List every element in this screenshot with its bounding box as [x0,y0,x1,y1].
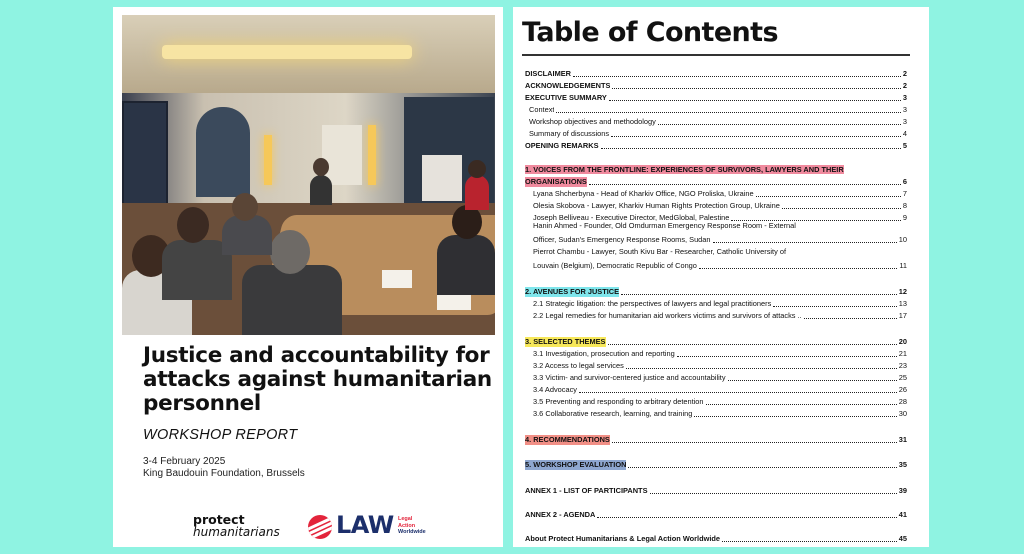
toc-entry-page: 31 [898,435,907,444]
toc-entry-pierrot-chambu-line1[interactable]: Pierrot Chambu - Lawyer, South Kivu Bar - Researcher, Catholic University of [533,247,787,256]
toc-entry-title: 2.1 Strategic litigation: the perspectives of lawyers and legal practitioners [533,299,772,308]
toc-entry-3-4[interactable] [533,383,907,395]
photo-person [242,265,342,335]
toc-dot-leader [658,124,901,125]
toc-entry-annex-2[interactable] [525,508,907,520]
toc-dot-leader [612,442,897,443]
toc-dot-leader [573,76,901,77]
protect-humanitarians-logo [193,514,280,538]
photo-person [465,175,489,210]
toc-entry-page: 41 [898,510,907,519]
toc-entry-hanin-ahmed-line1[interactable]: Hanin Ahmed - Founder, Old Omdurman Emergency Response Room - External [533,221,796,230]
toc-entry-title: 3.5 Preventing and responding to arbitrary detention [533,397,704,406]
toc-entry-page: 5 [902,141,907,150]
toc-entry-title: Context [529,105,555,114]
toc-entry-workshop-objectives[interactable] [529,115,907,127]
toc-dot-leader [626,368,897,369]
toc-dot-leader [782,208,901,209]
report-title: Justice and accountability for attacks against humanitarian personnel [143,343,492,416]
toc-dot-leader [612,88,900,89]
toc-entry-title: Lyana Shcherbyna - Head of Kharkiv Office, NGO Proliska, Ukraine [533,189,754,198]
toc-entry-page: 8 [902,201,907,210]
report-subtitle: WORKSHOP REPORT [143,427,298,443]
toc-dot-leader [589,184,901,185]
toc-dot-leader [773,306,896,307]
toc-dot-leader [628,467,896,468]
law-sub-action: Action [398,522,416,529]
photo-ceiling-light [162,45,412,59]
toc-dot-leader [728,380,897,381]
law-sub-legal: Legal [398,516,413,522]
toc-entry-3-2[interactable] [533,359,907,371]
photo-person-head [232,193,258,221]
logo-humanitarians-text: humanitarians [193,525,280,539]
toc-entry-page: 2 [902,81,907,90]
toc-dot-leader [699,268,897,269]
toc-entry-title: 3. SELECTED THEMES [525,337,606,346]
toc-divider [522,54,910,56]
toc-entry-page: 12 [898,287,907,296]
workshop-photo [122,15,495,335]
toc-entry-title: 4. RECOMMENDATIONS [525,435,610,444]
toc-entry-title: 3.4 Advocacy [533,385,577,394]
toc-entry-title: 2.2 Legal remedies for humanitarian aid workers victims and survivors of attacks .. [533,311,802,320]
toc-entry-olesia-skobova[interactable] [533,199,907,211]
toc-entry-executive-summary[interactable] [525,91,907,103]
photo-person-head [452,205,482,239]
law-logo-subtitle [398,516,426,536]
toc-entry-title: Officer, Sudan's Emergency Response Rooms, Sudan [533,235,711,244]
report-venue: King Baudouin Foundation, Brussels [143,468,305,479]
toc-entry-page: 30 [898,409,907,418]
toc-entry-acknowledgements[interactable] [525,79,907,91]
law-logo-text: LAW [336,511,394,539]
toc-dot-leader [722,541,897,542]
toc-entry-title: 3.3 Victim- and survivor-centered justice and accountability [533,373,726,382]
toc-section-1-title-line1: 1. VOICES FROM THE FRONTLINE: EXPERIENCES OF SURVIVORS, LAWYERS AND THEIR [525,165,844,174]
toc-entry-page: 35 [898,460,907,469]
toc-entry-title: Workshop objectives and methodology [529,117,656,126]
toc-entry-3-6[interactable] [533,407,907,419]
toc-dot-leader [609,100,901,101]
toc-entry-page: 2 [902,69,907,78]
toc-dot-leader [706,404,897,405]
law-sub-worldwide: Worldwide [398,529,426,535]
photo-wall-lamp [264,135,272,185]
toc-entry-page: 3 [902,105,907,114]
toc-entry-page: 7 [902,189,907,198]
toc-dot-leader [608,344,897,345]
toc-entry-section-4[interactable] [525,433,907,445]
toc-entry-page: 21 [898,349,907,358]
toc-entry-title: OPENING REMARKS [525,141,599,150]
toc-entry-title: 3.1 Investigation, prosecution and reporting [533,349,675,358]
toc-entry-page: 20 [898,337,907,346]
toc-entry-page: 3 [902,93,907,102]
toc-entry-title: ANNEX 2 - AGENDA [525,510,596,519]
photo-person-head [313,158,329,176]
toc-entry-page: 25 [898,373,907,382]
toc-dot-leader [756,196,901,197]
toc-entry-3-5[interactable] [533,395,907,407]
toc-entry-3-1[interactable] [533,347,907,359]
logo-protect-text: protect [193,512,245,527]
toc-dot-leader [713,242,897,243]
toc-entry-2-1[interactable] [533,297,907,309]
toc-entry-page: 28 [898,397,907,406]
photo-flipchart [422,155,462,201]
toc-entry-page: 39 [898,486,907,495]
toc-entry-title: 2. AVENUES FOR JUSTICE [525,287,620,296]
toc-entry-summary-of-discussions[interactable] [529,127,907,139]
toc-entry-title: ANNEX 1 - LIST OF PARTICIPANTS [525,486,648,495]
toc-entry-page: 45 [898,534,907,543]
table-of-contents-page [513,7,929,547]
toc-entry-title: ACKNOWLEDGEMENTS [525,81,611,90]
toc-entry-page: 3 [902,117,907,126]
photo-person [437,235,495,295]
toc-entry-title: 3.6 Collaborative research, learning, and training [533,409,693,418]
toc-entry-title: Olesia Skobova - Lawyer, Kharkiv Human Rights Protection Group, Ukraine [533,201,780,210]
toc-entry-title: About Protect Humanitarians & Legal Action Worldwide [525,534,721,543]
toc-dot-leader [650,493,897,494]
toc-section-1-title-line2: ORGANISATIONS [525,177,587,186]
toc-entry-title: Summary of discussions [529,129,610,138]
toc-entry-section-1[interactable] [525,175,907,187]
toc-dot-leader [579,392,897,393]
photo-window-left [122,101,168,205]
toc-entry-page: 26 [898,385,907,394]
report-cover-page [113,7,503,547]
toc-entry-context[interactable] [529,103,907,115]
toc-dot-leader [601,148,901,149]
toc-dot-leader [694,416,896,417]
photo-person-head [468,160,486,178]
toc-entry-section-2[interactable] [525,285,907,297]
toc-entry-title: EXECUTIVE SUMMARY [525,93,607,102]
toc-dot-leader [597,517,896,518]
toc-entry-hanin-ahmed[interactable] [533,233,907,245]
toc-entry-2-2[interactable] [533,309,907,321]
photo-wall-lamp [368,125,376,185]
toc-entry-page: 4 [902,129,907,138]
toc-entry-title: Louvain (Belgium), Democratic Republic of Congo [533,261,697,270]
photo-person [310,175,332,205]
photo-flipchart [322,125,362,185]
toc-entry-3-3[interactable] [533,371,907,383]
toc-entry-lyana-shcherbyna[interactable] [533,187,907,199]
toc-dot-leader [556,112,900,113]
report-date: 3-4 February 2025 [143,456,226,467]
toc-entry-page: 10 [898,235,907,244]
toc-heading: Table of Contents [522,17,778,48]
toc-entry-title: Joseph Belliveau - Executive Director, MedGlobal, Palestine [533,213,730,222]
photo-person [222,215,272,255]
toc-entry-page: 13 [898,299,907,308]
toc-entry-about[interactable] [525,532,907,544]
toc-dot-leader [677,356,897,357]
toc-section-1-title[interactable] [525,165,844,175]
toc-entry-page: 11 [899,261,907,270]
toc-entry-annex-1[interactable] [525,484,907,496]
law-logo-icon [308,515,332,539]
toc-entry-opening-remarks[interactable] [525,139,907,151]
photo-paper [382,270,412,288]
toc-entry-page: 23 [898,361,907,370]
toc-entry-title: DISCLAIMER [525,69,571,78]
toc-entry-pierrot-chambu[interactable] [533,259,907,271]
photo-person-head [177,207,209,243]
toc-dot-leader [804,318,897,319]
toc-entry-section-5[interactable] [525,458,907,470]
toc-entry-page: 9 [902,213,907,222]
toc-entry-title: 3.2 Access to legal services [533,361,624,370]
toc-entry-section-3[interactable] [525,335,907,347]
toc-entry-title: 5. WORKSHOP EVALUATION [525,460,627,469]
photo-person-head [270,230,310,274]
toc-entry-disclaimer[interactable] [525,67,907,79]
photo-window-arched [196,107,250,197]
toc-dot-leader [621,294,897,295]
toc-entry-page: 6 [902,177,907,186]
toc-entry-page: 17 [898,311,907,320]
toc-dot-leader [611,136,901,137]
